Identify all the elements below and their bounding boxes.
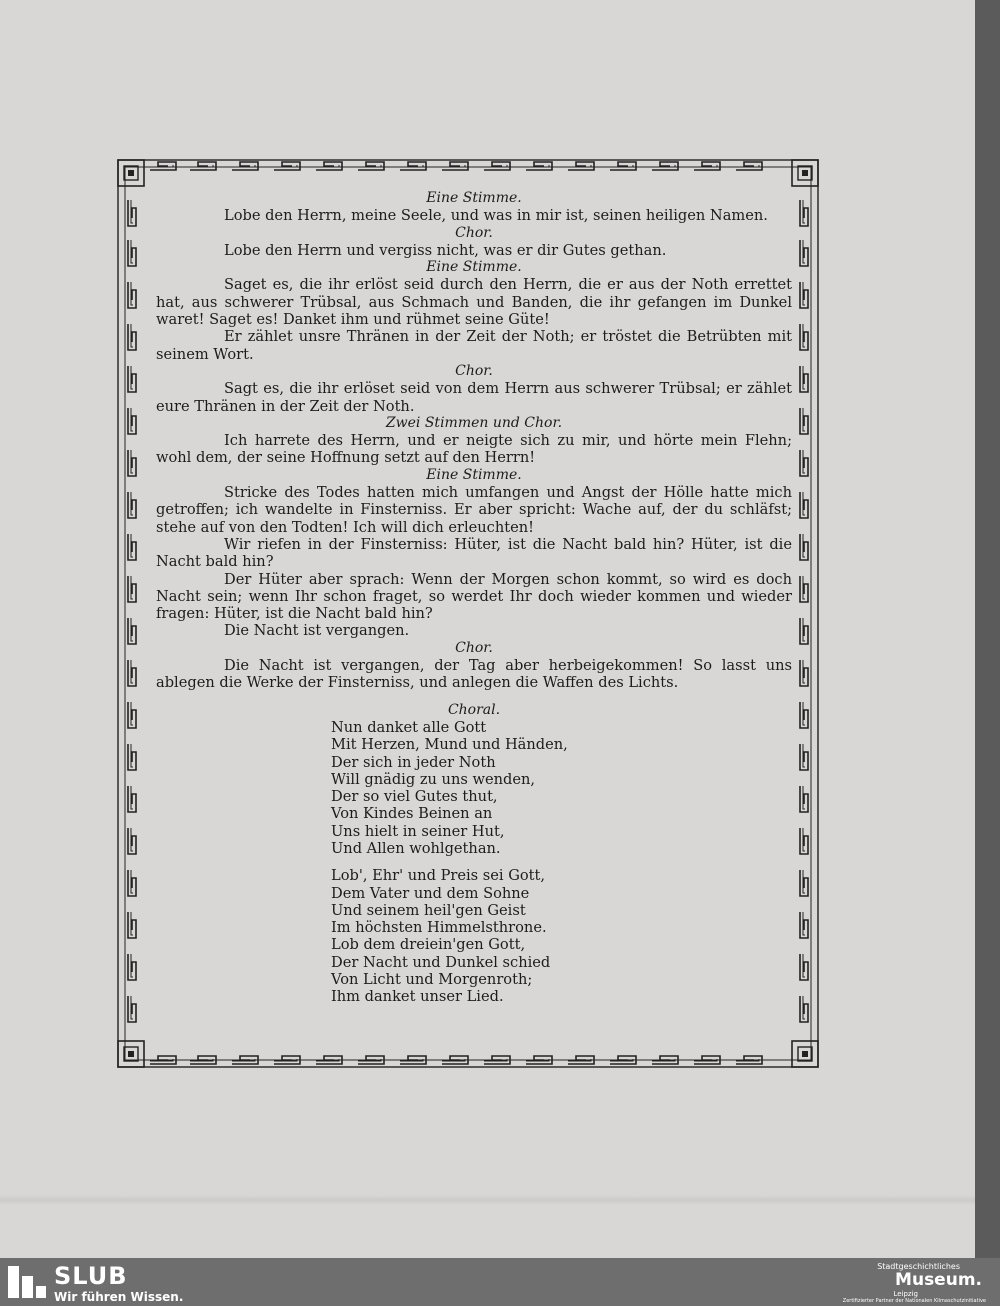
verse-line: Ihm danket unser Lied. (331, 988, 504, 1006)
paragraph: Der Hüter aber sprach: Wenn der Morgen schon kommt, so wird es doch Nacht sein; wenn Ihr schon fraget, so werdet Ihr doch wieder kommen und wieder fragen: Hüter, ist die Nacht bald hin? (156, 570, 792, 623)
choral-heading: Choral. (447, 701, 501, 718)
verse-line: Der Nacht und Dunkel schied (331, 953, 551, 971)
corner-top-left (118, 160, 144, 186)
choral-verses (331, 719, 792, 1006)
scan-edge (975, 0, 1000, 1258)
paragraph: Lobe den Herrn, meine Seele, und was in mir ist, seinen heiligen Namen. (224, 207, 768, 225)
verse-line: Von Licht und Morgenroth; (331, 971, 533, 989)
slub-tagline: Wir führen Wissen. (54, 1290, 184, 1304)
section-heading: Chor. (455, 224, 493, 241)
paragraph: Stricke des Todes hatten mich umfangen und Angst der Hölle hatte mich getroffen; ich wandelte in Finsterniss. Er aber spricht: Wache auf, der du schläfst; stehe auf von den Todten! Ich will dich erleuchten! (156, 484, 792, 536)
paragraph: Wir riefen in der Finsterniss: Hüter, ist die Nacht bald hin? Hüter, ist die Nacht bald hin? (156, 535, 792, 571)
section-heading: Eine Stimme. (426, 190, 522, 206)
verse-line: Der so viel Gutes thut, (331, 788, 498, 806)
paragraph: Die Nacht ist vergangen. (224, 622, 410, 640)
verse-line: Und Allen wohlgethan. (331, 839, 501, 857)
paragraph: Sagt es, die ihr erlöset seid von dem Herrn aus schwerer Trübsal; er zählet eure Thränen in der Zeit der Noth. (156, 380, 792, 415)
verse-line: Uns hielt in seiner Hut, (331, 822, 505, 840)
museum-label-small: Stadtgeschichtliches (877, 1262, 960, 1271)
section-heading: Chor. (455, 639, 493, 656)
corner-top-right (792, 160, 818, 186)
border-left-pattern (128, 200, 136, 1022)
section-heading: Chor. (455, 362, 493, 379)
corner-bottom-right (792, 1041, 818, 1067)
museum-city: Leipzig (893, 1290, 918, 1298)
section-heading: Zwei Stimmen und Chor. (385, 414, 563, 431)
verse-line: Will gnädig zu uns wenden, (331, 770, 536, 788)
section-heading: Eine Stimme. (426, 259, 522, 276)
viewer-footer (0, 1258, 1000, 1306)
verse-line: Der sich in jeder Noth (331, 753, 496, 771)
museum-name[interactable]: Museum. (895, 1270, 982, 1290)
verse-line: Nun danket alle Gott (331, 718, 487, 736)
slub-logo-icon[interactable] (8, 1266, 46, 1298)
museum-partner-note: Zertifizierter Partner der Nationalen Klimaschutzinitiative (842, 1298, 986, 1304)
verse-gap (331, 857, 792, 867)
text-block (156, 190, 792, 1006)
border-top-pattern (150, 162, 762, 170)
verse-line: Lob dem dreiein'gen Gott, (331, 936, 526, 954)
verse-line: Und seinem heil'gen Geist (331, 901, 526, 919)
paragraph: Ich harrete des Herrn, und er neigte sich zu mir, und hörte mein Flehn; wohl dem, der seine Hoffnung setzt auf den Herrn! (156, 432, 792, 467)
verse-line: Mit Herzen, Mund und Händen, (331, 736, 568, 754)
verse-line: Dem Vater und dem Sohne (331, 884, 530, 902)
slub-name[interactable]: SLUB (54, 1262, 128, 1290)
section-heading: Eine Stimme. (426, 466, 522, 483)
paragraph: Die Nacht ist vergangen, der Tag aber herbeigekommen! So lasst uns ablegen die Werke der Finsterniss, und anlegen die Waffen des Lichts. (156, 657, 792, 692)
verse-line: Im höchsten Himmelsthrone. (331, 919, 547, 937)
paragraph: Er zählet unsre Thränen in der Zeit der Noth; er tröstet die Betrübten mit seinem Wort. (156, 328, 792, 363)
border-right-pattern (800, 200, 808, 1022)
corner-bottom-left (118, 1041, 144, 1067)
paragraph: Saget es, die ihr erlöst seid durch den Herrn, die er aus der Noth errettet hat, aus schwerer Trübsal, aus Schmach und Banden, die ihr gefangen im Dunkel waret! Saget es! Danket ihm und rühmet seine Güte! (156, 276, 792, 329)
verse-line: Von Kindes Beinen an (331, 805, 493, 823)
paragraph: Lobe den Herrn und vergiss nicht, was er dir Gutes gethan. (224, 241, 667, 259)
verse-line: Lob', Ehr' und Preis sei Gott, (331, 867, 546, 885)
